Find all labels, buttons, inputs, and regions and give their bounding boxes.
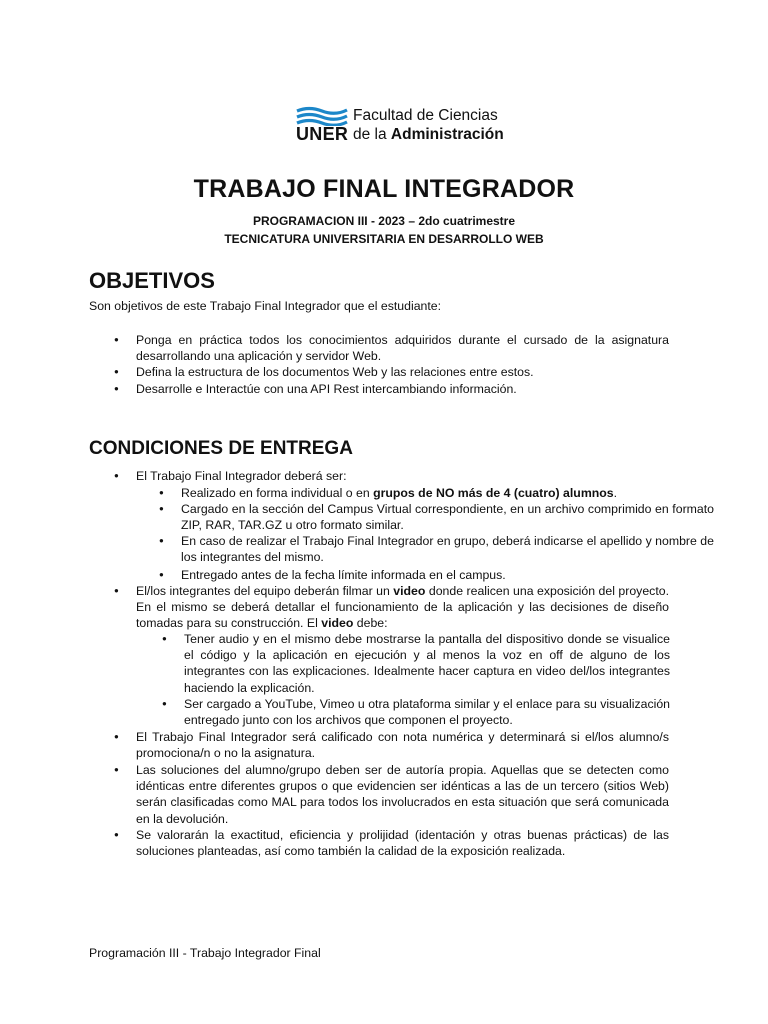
list-item-text: Desarrolle e Interactúe con una API Rest intercambiando información. — [136, 381, 517, 396]
logo-line-1: Facultad de Ciencias — [353, 107, 498, 124]
list-item-text: Ponga en práctica todos los conocimientos adquiridos durante el cursado de la asignatura desarrollando una aplicación y servidor Web. — [136, 333, 669, 364]
list-item-text: Realizado en forma individual o en — [181, 486, 374, 500]
section-heading-objetivos: OBJETIVOS — [89, 268, 215, 293]
list-item-text: Se valorarán la exactitud, eficiencia y prolijidad (identación y otras buenas prácticas) de las soluciones planteadas, así como también la calidad de la exposición realizada. — [136, 828, 669, 859]
sub-list-item — [159, 501, 714, 533]
document-subtitle-1: PROGRAMACION III - 2023 – 2do cuatrimestre — [252, 214, 516, 228]
sub-list-item — [162, 696, 670, 728]
list-item-text: El/los integrantes del equipo deberán filmar un — [136, 584, 394, 598]
list-item-text: Tener audio y en el mismo debe mostrarse la pantalla del dispositivo donde se visualice el código y la aplicación en ejecución y al menos la voz en off de alguno de los integrantes con las explicaciones. Idealmente hacer captura en video del/los integrantes haciendo la explicación. — [184, 632, 670, 695]
list-item — [114, 762, 669, 827]
uner-brand: UNER — [296, 124, 349, 144]
list-item-text: donde realicen una exposición del proyecto. En el mismo se deberá detallar el funcionamiento de la aplicación y las decisiones de diseño tomadas para su construcción. El — [136, 584, 669, 631]
list-item — [114, 468, 676, 484]
list-item — [136, 381, 669, 397]
list-item-bold: video — [393, 584, 426, 598]
list-item-text: Defina la estructura de los documentos Web y las relaciones entre estos. — [136, 365, 534, 380]
bullet-icon: ● — [162, 699, 167, 708]
bullet-icon: ● — [114, 586, 119, 595]
list-item — [114, 583, 669, 632]
list-item-bold: video — [321, 616, 354, 631]
sub-list-item — [159, 567, 714, 583]
list-item-text: En caso de realizar el Trabajo Final Integrador en grupo, deberá indicarse el apellido y nombre de los integrantes del mismo. — [181, 534, 714, 565]
sub-list-item — [159, 485, 714, 501]
list-item-text: Entregado antes de la fecha límite informada en el campus. — [181, 568, 506, 582]
bullet-icon: ● — [159, 570, 164, 579]
sub-list-item — [162, 631, 670, 696]
wave-logo-icon — [296, 106, 348, 126]
document-subtitle-2: TECNICATURA UNIVERSITARIA EN DESARROLLO WEB — [224, 232, 544, 246]
list-item-text: Cargado en la sección del Campus Virtual correspondiente, en un archivo comprimido en formato ZIP, RAR, TAR.GZ u otro formato similar. — [181, 502, 714, 533]
objetivos-intro: Son objetivos de este Trabajo Final Integrador que el estudiante: — [89, 299, 442, 313]
bullet-icon: ● — [114, 471, 119, 480]
objetivos-list — [136, 332, 669, 397]
logo-line-2-prefix: de la — [353, 126, 391, 143]
list-item-text: El Trabajo Final Integrador deberá ser: — [136, 469, 347, 483]
bullet-icon: ● — [159, 536, 164, 545]
bullet-icon: ● — [159, 504, 164, 513]
list-item — [114, 729, 669, 761]
list-item — [136, 332, 669, 364]
page-footer: Programación III - Trabajo Integrador Final — [89, 946, 321, 960]
list-item-text: El Trabajo Final Integrador será calificado con nota numérica y determinará si el/los alumno/s promociona/n o no la asignatura. — [136, 730, 669, 761]
bullet-icon: ● — [114, 830, 119, 839]
logo-line-2 — [353, 126, 504, 144]
list-item-text: debe: — [353, 616, 388, 631]
bullet-icon: ● — [159, 488, 164, 497]
bullet-icon: ● — [114, 732, 119, 741]
sub-list-item — [159, 533, 714, 565]
list-item — [114, 827, 669, 859]
faculty-logo — [296, 104, 516, 144]
bullet-icon: ● — [162, 634, 167, 643]
list-item-bold: grupos de NO más de 4 (cuatro) alumnos — [373, 486, 614, 500]
list-item-text: Las soluciones del alumno/grupo deben ser de autoría propia. Aquellas que se detecten como idénticas entre diferentes grupos o que evidencien ser idénticas a las de un tercero (sitios Web) serán clasificadas como MAL para todos los involucrados en esta situación que será comunicada en la devolución. — [136, 763, 669, 826]
bullet-icon: ● — [114, 765, 119, 774]
list-item-text: . — [613, 486, 618, 500]
list-item-text: Ser cargado a YouTube, Vimeo u otra plataforma similar y el enlace para su visualización entregado junto con los archivos que componen el proyecto. — [184, 697, 670, 728]
logo-line-2-bold: Administración — [390, 126, 504, 143]
list-item — [136, 364, 669, 380]
section-heading-condiciones: CONDICIONES DE ENTREGA — [89, 438, 353, 459]
document-title: TRABAJO FINAL INTEGRADOR — [193, 175, 575, 203]
